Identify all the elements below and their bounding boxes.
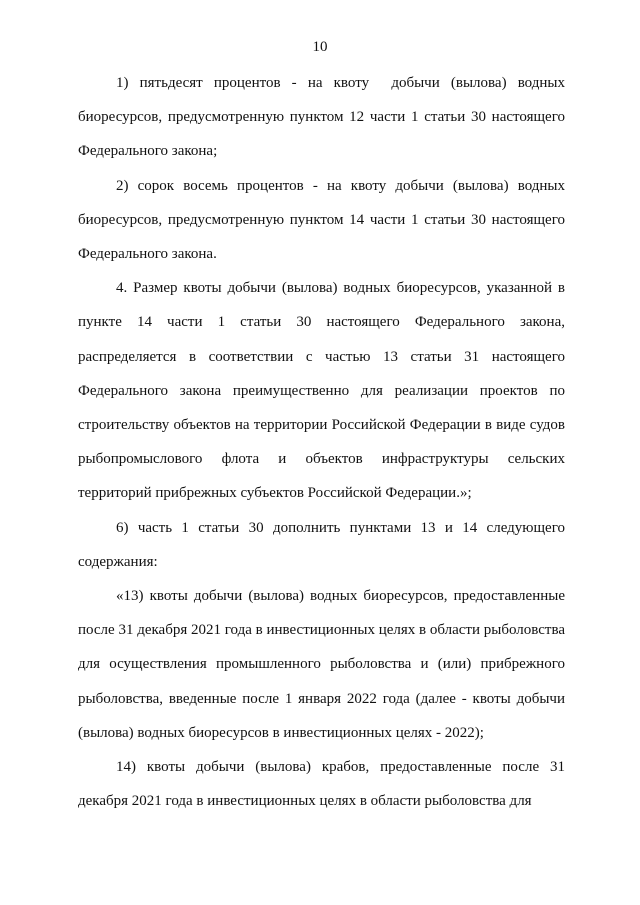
paragraph-item-6: 6) часть 1 статьи 30 дополнить пунктами 13 и 14 следующего содержания: [78,519,565,570]
page-number: 10 [312,39,328,55]
document-body [78,66,565,818]
paragraph-item-2: 2) сорок восемь процентов - на квоту добычи (вылова) водных биоресурсов, предусмотренную пунктом 14 части 1 статьи 30 настоящего Федерального закона. [78,177,565,263]
paragraph-item-1: 1) пятьдесят процентов - на квоту добычи (вылова) водных биоресурсов, предусмотренную пунктом 12 части 1 статьи 30 настоящего Федерального закона; [78,75,565,160]
paragraph-item-14: 14) квоты добычи (вылова) крабов, предоставленные после 31 декабря 2021 года в инвестиционных целях в области рыболовства для [78,759,565,810]
paragraph-section-4: 4. Размер квоты добычи (вылова) водных биоресурсов, указанной в пункте 14 части 1 статьи 30 настоящего Федерального закона, распределяется в соответствии с частью 13 статьи 31 настоящего Федерального закона преимущественно для реализации проектов по строительству объектов на территории Российской Федерации в виде судов рыбопромыслового флота и объектов инфраструктуры сельских территорий прибрежных субъектов Российской Федерации.»; [78,280,565,502]
paragraph-item-13: «13) квоты добычи (вылова) водных биоресурсов, предоставленные после 31 декабря 2021 года в инвестиционных целях в области рыболовства для осуществления промышленного рыболовства и (или) прибрежного рыболовства, введенные после 1 января 2022 года (далее - квоты добычи (вылова) водных биоресурсов в инвестиционных целях - 2022); [78,588,566,741]
